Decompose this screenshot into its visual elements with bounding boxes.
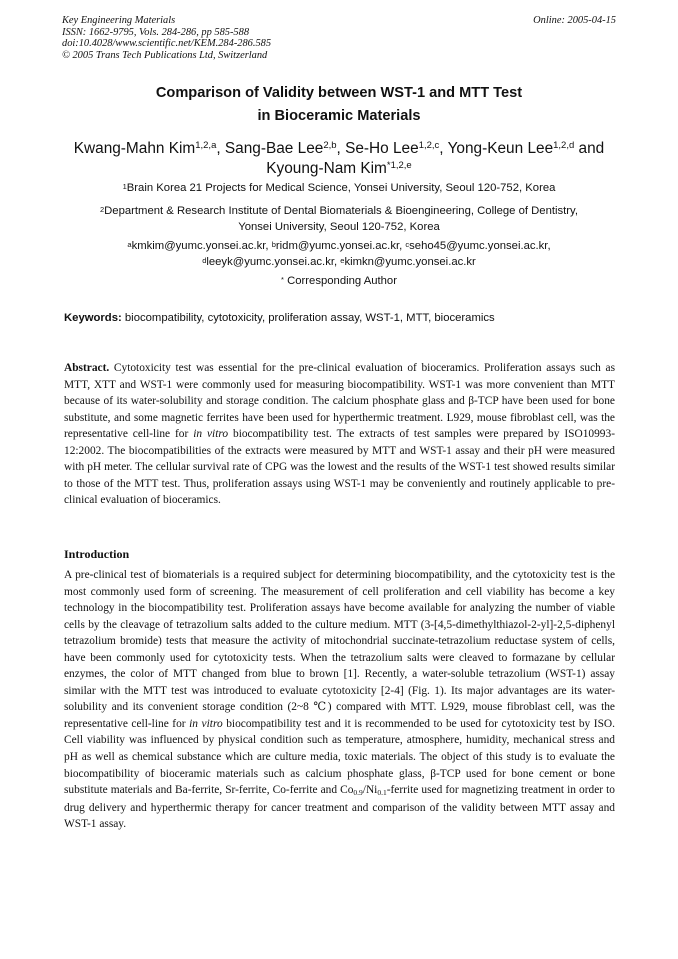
journal-info: [62, 15, 271, 61]
author-name: Kwang-Mahn Kim: [73, 140, 196, 157]
online-date: Online: 2005-04-15: [533, 15, 616, 26]
affiliation-2: [62, 204, 616, 236]
affiliation-sup: 2: [99, 205, 105, 214]
intro-text: -ferrite used for magnetizing treatment in order to drug delivery and hyperthermic therapy for cancer treatment and comparison of the validity between MTT assay and WST-1 assay.: [64, 784, 615, 831]
author-affil-sup: 1,2,d: [553, 140, 575, 151]
abstract-paragraph: [64, 360, 615, 509]
email-sup: b: [271, 240, 276, 249]
doi-line: doi:10.4028/www.scientific.net/KEM.284-286.585: [62, 38, 272, 50]
email-sup: c: [405, 240, 410, 249]
author-name: , Sang-Bae Lee: [216, 140, 324, 157]
author-name: , Yong-Keun Lee: [439, 140, 554, 157]
affiliation-text: Brain Korea 21 Projects for Medical Science, Yonsei University, Seoul 120-752, Korea: [126, 182, 556, 194]
email-sup: e: [340, 255, 345, 265]
author-affil-sup: 1,2,a: [195, 140, 217, 151]
author-affil-sup: *1,2,e: [386, 159, 412, 171]
subscript: 0.9: [353, 788, 363, 798]
email-sup: a: [127, 240, 132, 249]
intro-text: biocompatibility test and it is recommended to be used for cytotoxicity test by ISO. Cell viability was influenced by physical condition such as temperature, atmosphere, humidity, mechanical stress and pH as well as chemical substance which are culture media, toxic materials. The object of this study is to evaluate the biocompatibility of bioceramic materials such as calcium phosphate glass, β-TCP used for bone cement or bone substitute materials and Ba-ferrite, Sr-ferrite, Co-ferrite and Co: [64, 717, 615, 797]
abstract-text: Cytotoxicity test was essential for the pre-clinical evaluation of bioceramics. Proliferation assays such as MTT, XTT and WST-1 were commonly used for measuring biocompatibility. WST-1 was more convenient than MTT because of its water-solubility and storage condition. The calcium phosphate glass and β-TCP have been used for bone substitute, and some magnetic ferrites have been used for hyperthermic treatment. L929, mouse fibroblast cell, was the representative cell-line for: [64, 362, 615, 441]
author-name: , Se-Ho Lee: [336, 140, 419, 157]
email-address: kmkim@yumc.yonsei.ac.kr,: [131, 240, 272, 252]
affiliation-1: [62, 181, 616, 197]
intro-italic: in vitro: [189, 717, 223, 730]
subscript: 0.1: [377, 788, 387, 798]
authors-line-2: [62, 159, 616, 179]
email-address: kimkn@yumc.yonsei.ac.kr: [344, 255, 476, 268]
author-affil-sup: 2,b: [323, 140, 337, 151]
intro-text: A pre-clinical test of biomaterials is a required subject for determining biocompatibility, and the cytotoxicity test is the most commonly used form of screening. The measurement of cell proliferation and cell viability has become a key technology in the biocompatibility test. Proliferation assays have become available for analyzing the number of viable cells by the cleavage of tetrazolium salts added to the culture medium. MTT (3-[4,5-dimethylthiazol-2-yl]-2,5-diphenyl tetrazolium bromide) tests that measure the activity of mitochondrial succinate-tetrazolium reductase system of cells, have been commonly used for cytotoxicity tests. When the tetrazolium salts were cleaved to formazane by cellular enzymes, the color of MTT changed from blue to brown [1]. Recently, a water-soluble tetrazolium (WST-1) assay similar with the MTT test was introduced to evaluate cytotoxicity [2-4] (Fig. 1). Its major advantages are its water-solubility and its convenient storage condition (2~8 ℃) compared with MTT. L929, mouse fibroblast cell, was the representative cell-line for: [64, 569, 615, 730]
corresponding-author-note: [62, 274, 616, 290]
keywords-text: biocompatibility, cytotoxicity, proliferation assay, WST-1, MTT, bioceramics: [121, 312, 495, 324]
author-name: Kyoung-Nam Kim: [266, 159, 387, 177]
keywords-label: Keywords:: [64, 312, 122, 324]
copyright-line: © 2005 Trans Tech Publications Ltd, Switzerland: [62, 49, 268, 61]
author-emails: [62, 239, 616, 271]
author-affil-sup: 1,2,c: [418, 140, 440, 151]
affiliation-text: Department & Research Institute of Dental Biomaterials & Bioengineering, College of Dentistry,: [104, 205, 579, 217]
title-line-1: Comparison of Validity between WST-1 and MTT Test: [155, 85, 523, 101]
intro-text: /Ni: [362, 784, 378, 797]
author-list: [62, 139, 616, 178]
email-address: ridm@yumc.yonsei.ac.kr,: [275, 240, 406, 252]
introduction-heading: Introduction: [64, 547, 130, 561]
issn-line: ISSN: 1662-9795, Vols. 284-286, pp 585-588: [62, 26, 250, 38]
author-conjunction: and: [574, 140, 605, 157]
corresponding-asterisk: *: [281, 275, 284, 284]
corresponding-label: Corresponding Author: [283, 275, 397, 287]
authors-line-1: [62, 139, 616, 159]
affiliation-text: Yonsei University, Seoul 120-752, Korea: [238, 220, 440, 233]
abstract-text: biocompatibility test. The extracts of test samples were prepared by ISO10993-12:2002. The biocompatibilities of the extracts were measured by MTT and WST-1 assay and their pH were measured with pH meter. The cellular survival rate of CPG was the lowest and the results of the WST-1 test showed results similar to those of the MTT test. Thus, proliferation assays using WST-1 may be conveniently and routinely applicable to pre-clinical evaluation of bioceramics.: [64, 428, 615, 507]
keywords-line: [64, 311, 616, 326]
email-address: seho45@yumc.yonsei.ac.kr,: [409, 240, 551, 252]
title-line-2: in Bioceramic Materials: [257, 108, 421, 124]
introduction-paragraph: [64, 567, 615, 833]
affiliation-sup: 1: [122, 182, 127, 191]
journal-name: Key Engineering Materials: [62, 15, 176, 26]
email-address: leeyk@yumc.yonsei.ac.kr,: [206, 255, 341, 268]
abstract-label: Abstract.: [64, 362, 110, 374]
paper-title: [62, 82, 616, 128]
email-sup: d: [202, 255, 207, 265]
abstract-italic: in vitro: [193, 428, 229, 441]
